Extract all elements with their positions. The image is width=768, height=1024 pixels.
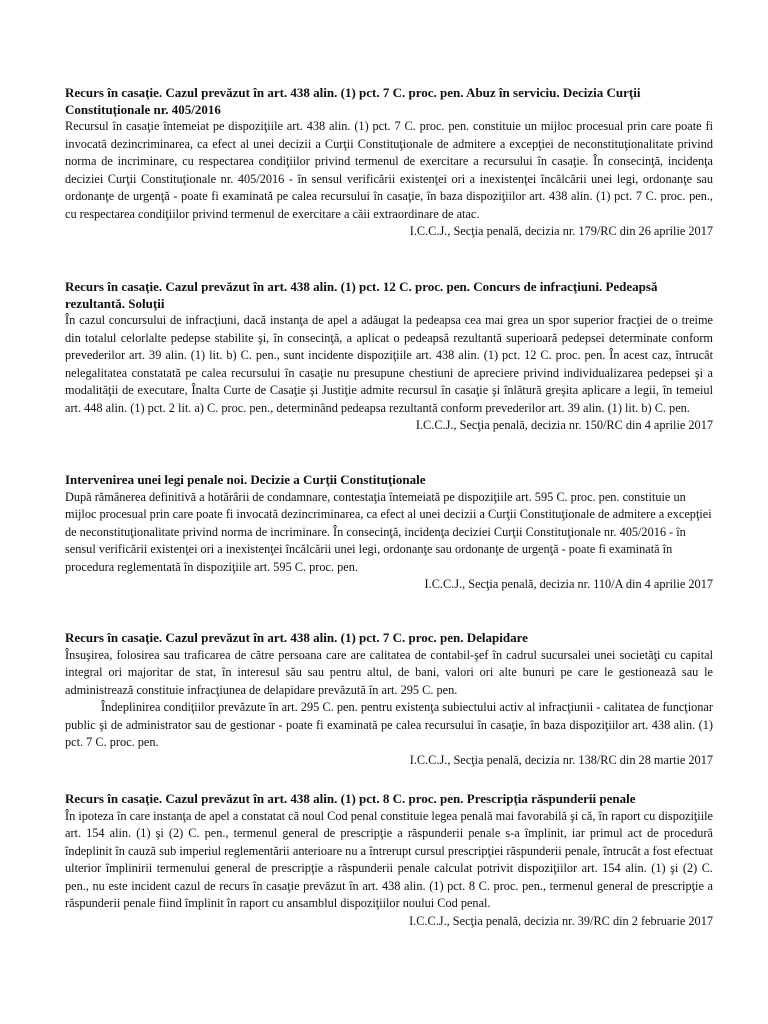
case-entry-3	[65, 472, 713, 594]
case-summary: După rămânerea definitivă a hotărârii de condamnare, contestaţia întemeiată pe dispoziţiile art. 595 C. proc. pen. constituie un mijloc procesual prin care poate fi invocată dezincriminarea, ca efect al unei decizii a Curţii Constituţionale de admitere a excepţiei de neconstituţionalitate privind norma de incriminare. În consecinţă, incidenţa deciziei Curţii Constituţionale nr. 405/2016 - în sensul verificării existenţei ori a inexistenţei încălcării unei legi, ordonanţe sau ordonanţe de urgenţă - poate fi examinată în procedura reglementată în dispoziţiile art. 595 C. proc. pen.	[65, 489, 712, 574]
case-title: Recurs în casaţie. Cazul prevăzut în art. 438 alin. (1) pct. 8 C. proc. pen. Prescripţia răspunderii penale	[65, 791, 636, 806]
case-title: Recurs în casaţie. Cazul prevăzut în art. 438 alin. (1) pct. 7 C. proc. pen. Abuz în serviciu. Decizia Curţii Constituţionale nr. 405/2016	[65, 85, 641, 117]
case-entry-5	[65, 791, 713, 930]
case-source: I.C.C.J., Secţia penală, decizia nr. 39/RC din 2 februarie 2017	[409, 913, 713, 928]
case-entry-4	[65, 630, 713, 769]
case-entry-2	[65, 279, 713, 435]
case-summary: Însuşirea, folosirea sau traficarea de către persoana care are calitatea de contabil-şef în cadrul sucursalei unei societăţi cu capital integral ori majoritar de stat, în interesul său sau pentru altul, de bani, valori ori alte bunuri pe care le gestionează sau le administrează constituie infracţiunea de delapidare prevăzută în art. 295 C. pen.	[65, 647, 713, 697]
case-title: Intervenirea unei legi penale noi. Decizie a Curţii Constituţionale	[65, 472, 426, 487]
case-source: I.C.C.J., Secţia penală, decizia nr. 138/RC din 28 martie 2017	[409, 752, 713, 767]
case-summary-continued: Îndeplinirea condiţiilor prevăzute în art. 295 C. pen. pentru existenţa subiectului activ al infracţiunii - calitatea de funcţionar public şi de administrator sau de gestionar - poate fi examinată pe calea recursului în casaţie, în baza dispoziţiilor art. 438 alin. (1) pct. 7 C. proc. pen.	[65, 700, 713, 749]
case-summary: Recursul în casaţie întemeiat pe dispoziţiile art. 438 alin. (1) pct. 7 C. proc. pen. constituie un mijloc procesual prin care poate fi invocată dezincriminarea, ca efect al unei decizii a Curţii Constituţionale de admitere a excepţiei de neconstituţionalitate privind norma de incriminare, cu respectarea condiţiilor privind termenul de exercitare a recursului în casaţie. În consecinţă, incidenţa deciziei Curţii Constituţionale nr. 405/2016 - în sensul verificării existenţei ori a inexistenţei încălcării unei legi, ordonanţe sau ordonanţe de urgenţă - poate fi examinată pe calea recursului în casaţie, în baza dispoziţiilor art. 438 alin. (1) pct. 7 C. proc. pen., cu respectarea condiţiilor privind termenul de exercitare a căii extraordinare de atac.	[65, 119, 713, 221]
case-title: Recurs în casaţie. Cazul prevăzut în art. 438 alin. (1) pct. 12 C. proc. pen. Concurs de infracţiuni. Pedeapsă rezultantă. Soluţii	[65, 279, 658, 311]
case-title: Recurs în casaţie. Cazul prevăzut în art. 438 alin. (1) pct. 7 C. proc. pen. Delapidare	[65, 630, 528, 645]
case-source: I.C.C.J., Secţia penală, decizia nr. 179/RC din 26 aprilie 2017	[409, 224, 713, 238]
case-source: I.C.C.J., Secţia penală, decizia nr. 110/A din 4 aprilie 2017	[424, 577, 713, 591]
case-summary: În cazul concursului de infracţiuni, dacă instanţa de apel a adăugat la pedeapsa cea mai grea un spor superior fracţiei de o treime din totalul celorlalte pedepse stabilite şi, în consecinţă, a aplicat o pedeapsă rezultantă superioară pedepsei determinate conform prevederilor art. 39 alin. (1) lit. b) C. pen., sunt incidente dispoziţiile art. 438 alin. (1) pct. 12 C. proc. pen. În acest caz, întrucât nelegalitatea constatată pe calea recursului în casaţie nu presupune chestiuni de apreciere privind individualizarea pedepsei şi a modalităţii de executare, Înalta Curte de Casaţie şi Justiţie admite recursul în casaţie şi înlătură greşita aplicare a legii, în temeiul art. 448 alin. (1) pct. 2 lit. a) C. proc. pen., determinând pedeapsa rezultantă conform prevederilor art. 39 alin. (1) lit. b) C. pen.	[65, 313, 713, 415]
case-source: I.C.C.J., Secţia penală, decizia nr. 150/RC din 4 aprilie 2017	[415, 418, 713, 432]
case-summary: În ipoteza în care instanţa de apel a constatat că noul Cod penal constituie legea penală mai favorabilă şi că, în raport cu dispoziţiile art. 154 alin. (1) şi (2) C. pen., termenul general de prescripţie a răspunderii penale s-a împlinit, iar primul act de procedură îndeplinit în cauză sub imperiul reglementării anterioare nu a întrerupt cursul prescripţiei răspunderii penale, întrucât a fost efectuat ulterior împlinirii termenului general de prescripţie a răspunderii penale calculat potrivit dispoziţiilor art. 154 alin. (1) şi (2) C. pen., nu este incident cazul de recurs în casaţie prevăzut în art. 438 alin. (1) pct. 8 C. proc. pen., termenul general de prescripţie a răspunderii penale fiind împlinit în raport cu ansamblul dispoziţiilor noului Cod penal.	[65, 808, 713, 910]
case-entry-1	[65, 85, 713, 241]
